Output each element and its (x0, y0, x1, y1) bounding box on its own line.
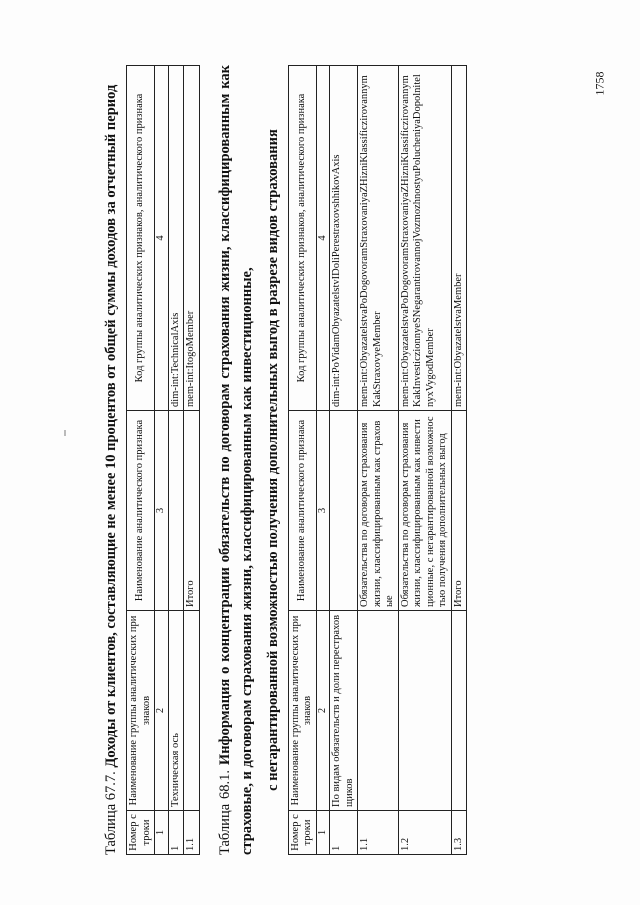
table-67-7 (126, 65, 200, 855)
feature-name: Обязательства по договорам страхования жизни, классифицированным как страховые (358, 411, 399, 611)
row-number: 1 (330, 811, 358, 855)
header-cell: Номер строки (288, 811, 316, 855)
group-name (184, 611, 200, 811)
row-number: 1 (168, 811, 184, 855)
rotated-content (100, 65, 620, 855)
column-number: 1 (155, 811, 169, 855)
column-number: 2 (155, 611, 169, 811)
table-68-1-caption (214, 65, 258, 855)
column-number: 1 (316, 811, 330, 855)
table-header-row (127, 66, 155, 855)
table-row (168, 66, 184, 855)
column-number-row (316, 66, 330, 855)
header-cell: Код группы аналитических признаков, аналитического признака (288, 66, 316, 411)
header-cell: Наименование аналитического признака (288, 411, 316, 611)
column-number: 3 (316, 411, 330, 611)
feature-name: Итого (451, 411, 467, 611)
group-name: По видам обязательств и доли перестраховщиков (330, 611, 358, 811)
header-cell: Номер строки (127, 811, 155, 855)
page-number-text: 1758 (592, 71, 607, 96)
row-number: 1.2 (398, 811, 451, 855)
table-row (330, 66, 358, 855)
table-row (358, 66, 399, 855)
column-number: 2 (316, 611, 330, 811)
table-68-1-caption-cont (262, 65, 284, 855)
feature-name: Итого (184, 411, 200, 611)
header-cell: Наименование группы аналитических признаков (127, 611, 155, 811)
feature-name (330, 411, 358, 611)
code-cell: mem-int:ObyazatelstvaPoDogovoramStraxovaniyaZHizniKlassificzirovannymKakInvesticzionnyeSNegarantirovannojVozmozhnostyuPolucheniyaDopolnitelnyxVygodMember (398, 66, 451, 411)
column-number-row (155, 66, 169, 855)
feature-name (168, 411, 184, 611)
column-number: 4 (316, 66, 330, 411)
code-cell: mem-int:ItogoMember (184, 66, 200, 411)
group-name (451, 611, 467, 811)
scan-artifact (64, 430, 66, 436)
row-number: 1.1 (184, 811, 200, 855)
group-name (358, 611, 399, 811)
code-cell: mem-int:ObyazatelstvaPoDogovoramStraxovaniyaZHizniKlassificzirovannymKakStraxovyeMember (358, 66, 399, 411)
group-name (398, 611, 451, 811)
table-68-1-title-1: Информация о концентрации обязательств по договорам страхования жизни, классифицированным как страховые, и договорам страхования жизни, классифицированным как инвестиционные, (216, 64, 255, 855)
table-header-row (288, 66, 316, 855)
table-row (184, 66, 200, 855)
header-cell: Наименование группы аналитических признаков (288, 611, 316, 811)
feature-name: Обязательства по договорам страхования жизни, классифицированным как инвестиционные, с негарантированной возможностью получения дополнительных выгод (398, 411, 451, 611)
group-name: Техническая ось (168, 611, 184, 811)
code-cell: dim-int:TechnicalAxis (168, 66, 184, 411)
table-row (451, 66, 467, 855)
table-67-7-caption (100, 65, 122, 855)
table-row (398, 66, 451, 855)
column-number: 4 (155, 66, 169, 411)
table-67-7-title: Доходы от клиентов, составляющие не менее 10 процентов от общей суммы доходов за отчетный период (103, 84, 119, 768)
table-68-1-title-2: с негарантированной возможностью получения дополнительных выгод в разрезе видов страхования (264, 129, 281, 791)
column-number: 3 (155, 411, 169, 611)
code-cell: dim-int:PoVidamObyazatelstvIDoliPerestraxovshhikovAxis (330, 66, 358, 411)
header-cell: Наименование аналитического признака (127, 411, 155, 611)
row-number: 1.1 (358, 811, 399, 855)
code-cell: mem-int:ObyazatelstvaMember (451, 66, 467, 411)
row-number: 1.3 (451, 811, 467, 855)
table-67-7-label: Таблица 67.7. (103, 771, 119, 855)
table-68-1-label: Таблица 68.1. (216, 769, 233, 855)
table-68-1 (288, 65, 468, 855)
header-cell: Код группы аналитических признаков, аналитического признака (127, 66, 155, 411)
